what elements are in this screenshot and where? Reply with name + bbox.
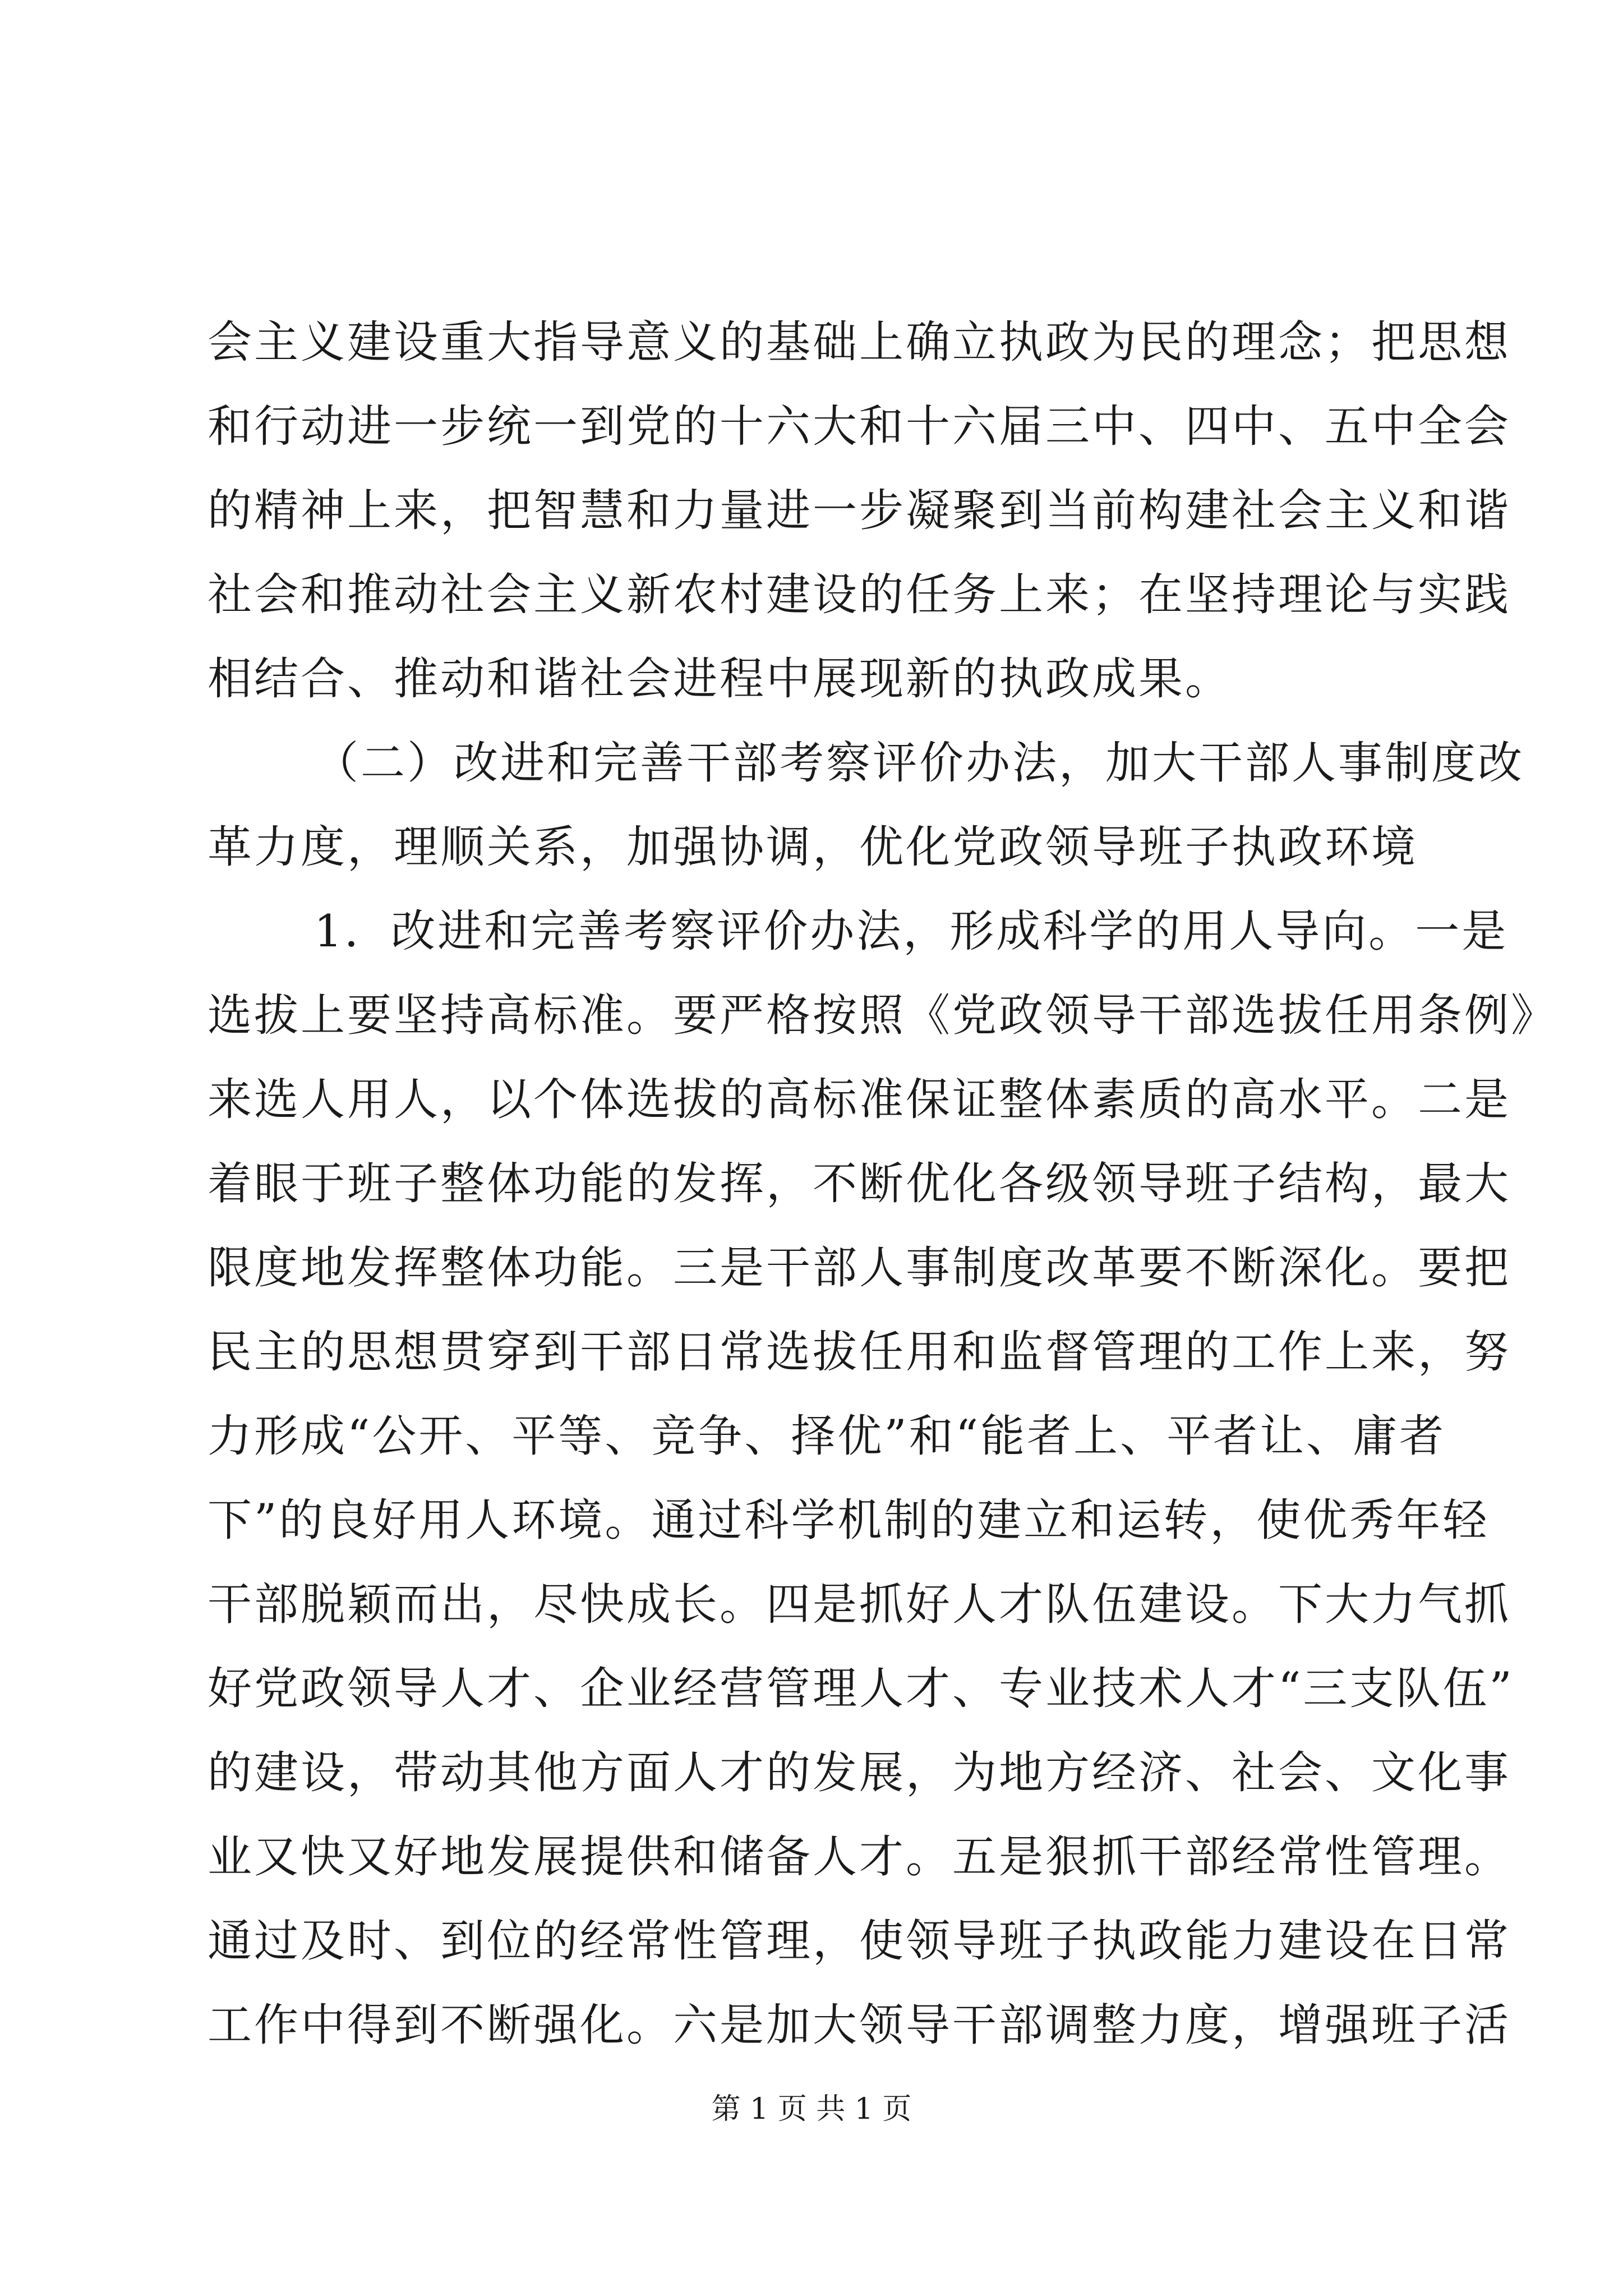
text-line: 选拔上要坚持高标准。要严格按照《党政领导干部选拔任用条例》 <box>208 990 1557 1041</box>
page-footer: 第 1 页 共 1 页 <box>711 2092 912 2126</box>
text-line: 工作中得到不断强化。六是加大领导干部调整力度，增强班子活 <box>208 1999 1511 2051</box>
text-line: 通过及时、到位的经常性管理，使领导班子执政能力建设在日常 <box>208 1915 1511 1967</box>
text-line: 业又快又好地发展提供和储备人才。五是狠抓干部经常性管理。 <box>208 1831 1511 1883</box>
text-line: 力形成“公开、平等、竞争、择优”和“能者上、平者让、庸者 <box>208 1410 1446 1462</box>
text-line: 和行动进一步统一到党的十六大和十六届三中、四中、五中全会 <box>208 401 1511 452</box>
text-line: 干部脱颖而出，尽快成长。四是抓好人才队伍建设。下大力气抓 <box>208 1579 1511 1630</box>
text-line: 着眼于班子整体功能的发挥，不断优化各级领导班子结构，最大 <box>208 1158 1511 1209</box>
text-line: 的精神上来，把智慧和力量进一步凝聚到当前构建社会主义和谐 <box>208 485 1511 536</box>
text-line: 民主的思想贯穿到干部日常选拔任用和监督管理的工作上来，努 <box>208 1326 1511 1378</box>
section-heading-line: （二）改进和完善干部考察评价办法，加大干部人事制度改 <box>314 737 1524 789</box>
text-line: 社会和推动社会主义新农村建设的任务上来；在坚持理论与实践 <box>208 569 1511 620</box>
text-line: 会主义建设重大指导意义的基础上确立执政为民的理念；把思想 <box>208 316 1511 368</box>
text-line: 1．改进和完善考察评价办法，形成科学的用人导向。一是 <box>314 905 1509 957</box>
text-line: 限度地发挥整体功能。三是干部人事制度改革要不断深化。要把 <box>208 1242 1511 1294</box>
text-line: 相结合、推动和谐社会进程中展现新的执政成果。 <box>208 653 1232 705</box>
text-line: 下”的良好用人环境。通过科学机制的建立和运转，使优秀年轻 <box>208 1494 1490 1546</box>
text-line: 来选人用人，以个体选拔的高标准保证整体素质的高水平。二是 <box>208 1074 1511 1125</box>
section-heading-line: 革力度，理顺关系，加强协调，优化党政领导班子执政环境 <box>208 821 1418 873</box>
text-line: 好党政领导人才、企业经营管理人才、专业技术人才“三支队伍” <box>208 1663 1514 1714</box>
body-text <box>208 300 1557 2067</box>
text-line: 的建设，带动其他方面人才的发展，为地方经济、社会、文化事 <box>208 1747 1511 1798</box>
